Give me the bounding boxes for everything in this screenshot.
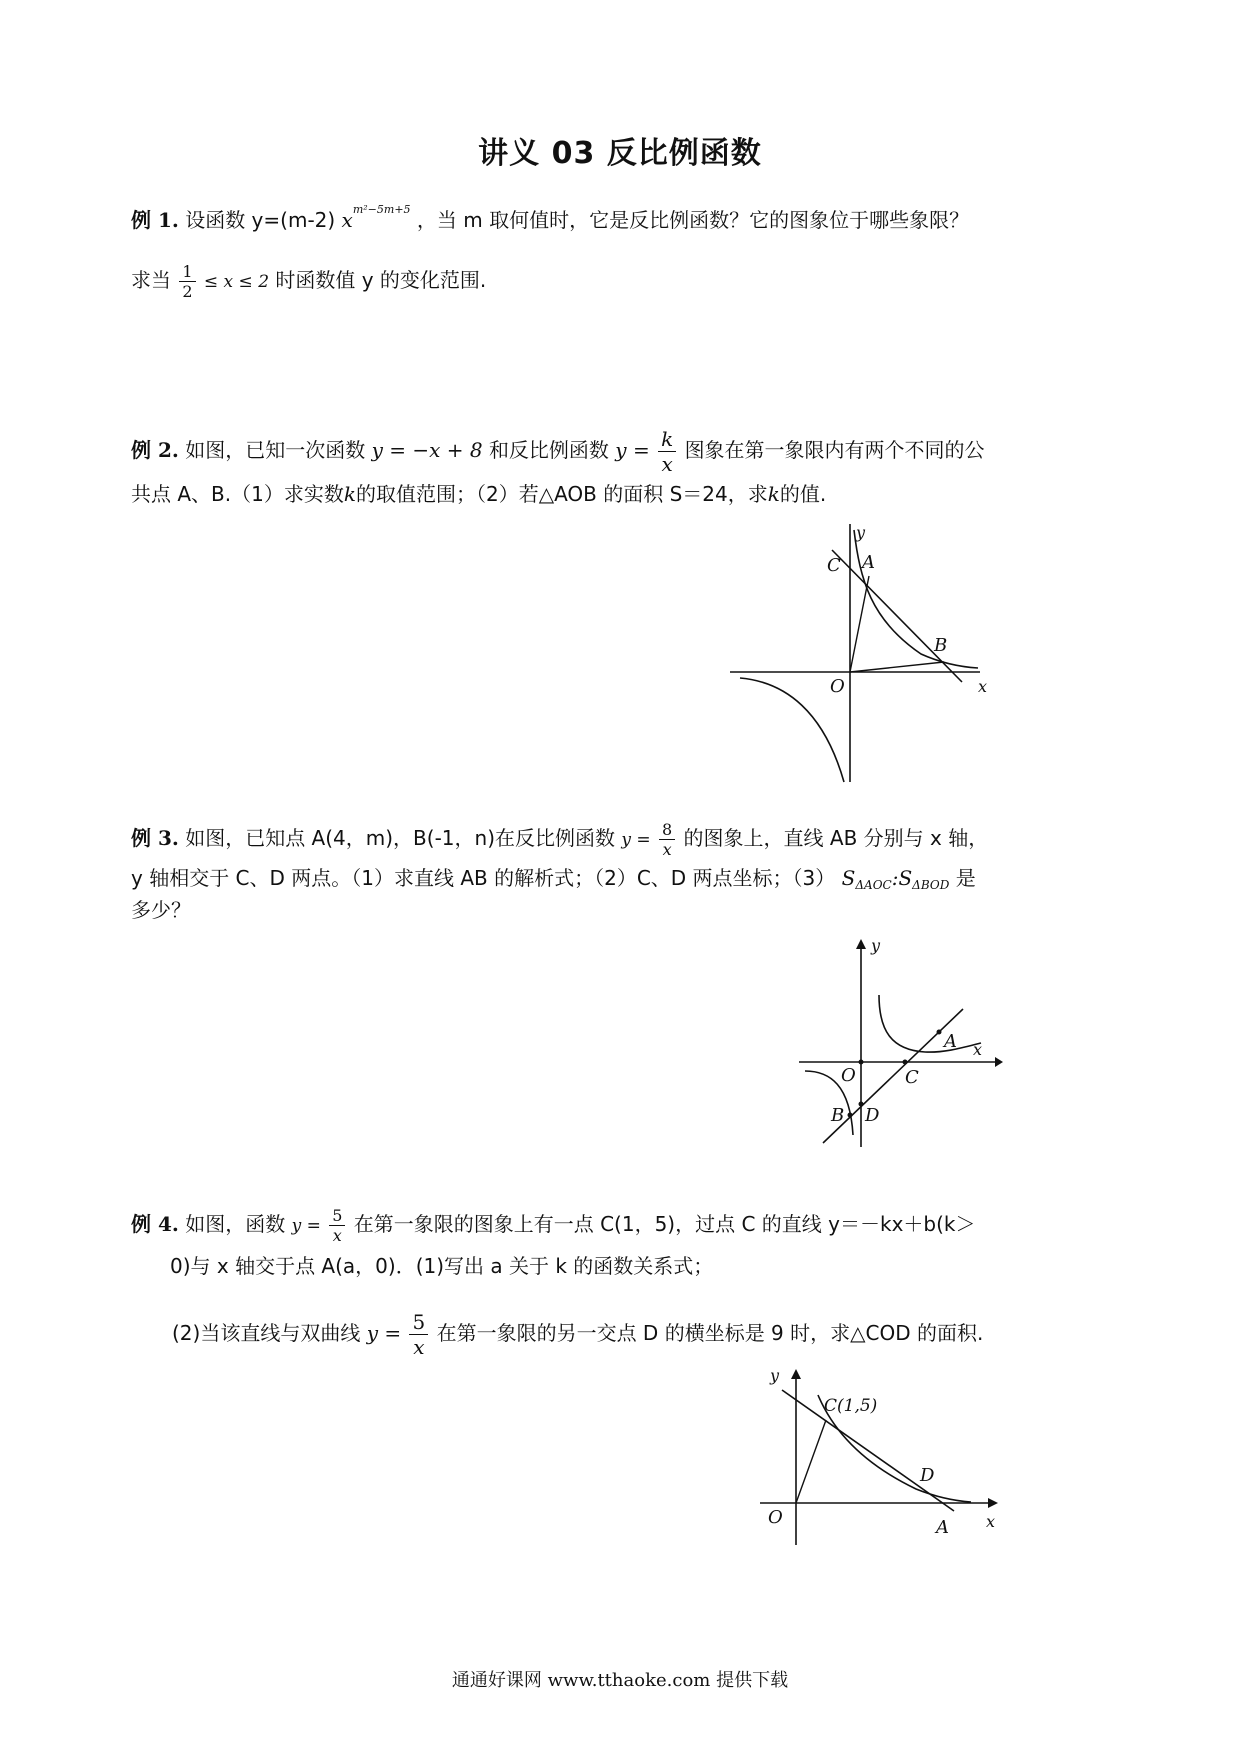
ex3-text-a: 如图，已知点 A(4，m)，B(-1，n)在反比例函数 [185,826,615,850]
ex2-hyperbola-q3 [740,678,844,782]
ex2-k1: k [343,482,356,506]
ex1-base: x [341,208,353,232]
ex4-fraction: $\frac{5}{x}$ [329,1206,345,1245]
ex1-fraction: $\frac{1}{2}$ [179,262,195,301]
ex2-label-y: y [856,523,866,542]
ex2-label: 例 2. [131,438,179,462]
ex4-text-a: 如图，函数 [185,1212,286,1236]
ex3-label-c: C [905,1067,919,1088]
ex3-label-b: B [831,1105,845,1126]
ex2-segment-ob [850,662,944,672]
ex2-label-b: B [934,635,948,656]
ex2-text-a: 如图，已知一次函数 [185,438,366,462]
ex3-point-d [859,1102,864,1107]
ex2-text-d: 共点 A、B.（1）求实数 [131,482,344,506]
ex2-figure [726,520,996,794]
ex4-figure [756,1365,1006,1554]
ex2-text-c: 图象在第一象限内有两个不同的公 [684,438,985,462]
ex4-label-x: x [986,1512,996,1531]
ex4-expr: y = [291,1216,321,1236]
ex3-hyperbola-q1 [879,995,981,1052]
ex4-label-a: A [936,1517,949,1538]
ex1-line1 [131,196,969,234]
ex3-fraction: $\frac{8}{x}$ [659,820,675,859]
ex1-text-c: 求当 [131,268,171,292]
ex3-expr: y = [621,830,651,850]
ex2-k2: k [767,482,780,506]
ex1-text-b: ，当 m 取何值时，它是反比例函数？它的图象位于哪些象限？ [416,208,970,232]
ex3-text-d: 是 [955,866,976,890]
ex1-inequality: ≤ x ≤ 2 [203,272,270,292]
ex3-label-o: O [841,1065,856,1086]
ex3-text-c: y 轴相交于 C、D 两点。（1）求直线 AB 的解析式；（2）C、D 两点坐标；（3） [131,866,836,890]
ex4-text-d: 在第一象限的另一交点 D 的横坐标是 9 时，求△COD 的面积. [436,1321,984,1345]
ex4-fraction2: $\frac{5}{x}$ [409,1310,428,1359]
ex3-point-b [848,1113,853,1118]
ex2-fraction: $\frac{k}{x}$ [658,427,676,476]
ex4-label-d: D [920,1465,935,1486]
ex2-segment-oa [850,576,869,672]
ex4-y-arrow [791,1369,801,1379]
ex3-x-arrow [995,1057,1003,1067]
ex3-s1: $S_{\Delta AOC}$ [841,866,892,892]
ex3-line1 [131,820,988,859]
ex1-label: 例 1. [131,208,179,232]
ex2-line1 [131,427,985,476]
ex3-figure [795,935,1005,1159]
ex3-label: 例 3. [131,826,179,850]
ex3-s2: $S_{\Delta BOD}$ [898,866,950,892]
ex3-point-c [903,1060,908,1065]
ex4-label-o: O [768,1507,783,1528]
ex2-label-a: A [862,552,875,573]
ex2-label-x: x [978,677,988,696]
ex2-text-f: 的值. [779,482,827,506]
ex3-y-arrow [856,939,866,949]
ex4-text-b: 在第一象限的图象上有一点 C(1，5)，过点 C 的直线 y＝－kx＋b(k＞ [353,1212,976,1236]
ex2-line2 [131,480,826,508]
ex4-line3 [172,1310,983,1359]
ex4-label-y: y [770,1366,780,1385]
ex4-label-c: C(1,5) [824,1396,878,1416]
ex4-line2: 0)与 x 轴交于点 A(a，0)．(1)写出 a 关于 k 的函数关系式； [170,1254,714,1278]
footer-credit: 通通好课网 www.tthaoke.com 提供下载 [451,1670,789,1691]
ex4-label: 例 4. [131,1212,179,1236]
ex3-line3: 多少？ [131,898,191,922]
ex1-line2 [131,262,486,301]
ex4-text-c: (2)当该直线与双曲线 [172,1321,361,1345]
ex4-x-arrow [988,1498,998,1508]
ex3-label-y: y [871,936,881,955]
ex3-line2 [131,864,976,899]
ex2-expr2: y = [615,438,650,462]
ex2-label-o: O [830,676,845,697]
ex3-label-a: A [944,1031,957,1052]
ex2-label-c: C [827,555,841,576]
ex1-exponent: m²−5m+5 [352,203,411,216]
ex4-segment-oc [796,1420,826,1503]
ex2-hyperbola-q1 [854,530,978,668]
ex3-point-a [937,1030,942,1035]
ex2-text-b: 和反比例函数 [488,438,609,462]
ex1-text-d: 时函数值 y 的变化范围. [275,268,487,292]
ex4-line1 [131,1206,975,1245]
ex3-point-o [859,1060,864,1065]
page-title: 讲义 03 反比例函数 [478,136,762,171]
ex2-text-e: 的取值范围；（2）若△AOB 的面积 S＝24，求 [355,482,768,506]
ex3-colon: : [891,866,899,890]
ex4-expr2: y = [366,1321,402,1345]
ex3-label-d: D [865,1105,880,1126]
ex3-label-x: x [973,1040,983,1059]
ex3-text-b: 的图象上，直线 AB 分别与 x 轴， [683,826,989,850]
ex1-text-a: 设函数 y=(m-2) [185,208,336,232]
ex2-expr1: y = −x + 8 [371,438,483,462]
